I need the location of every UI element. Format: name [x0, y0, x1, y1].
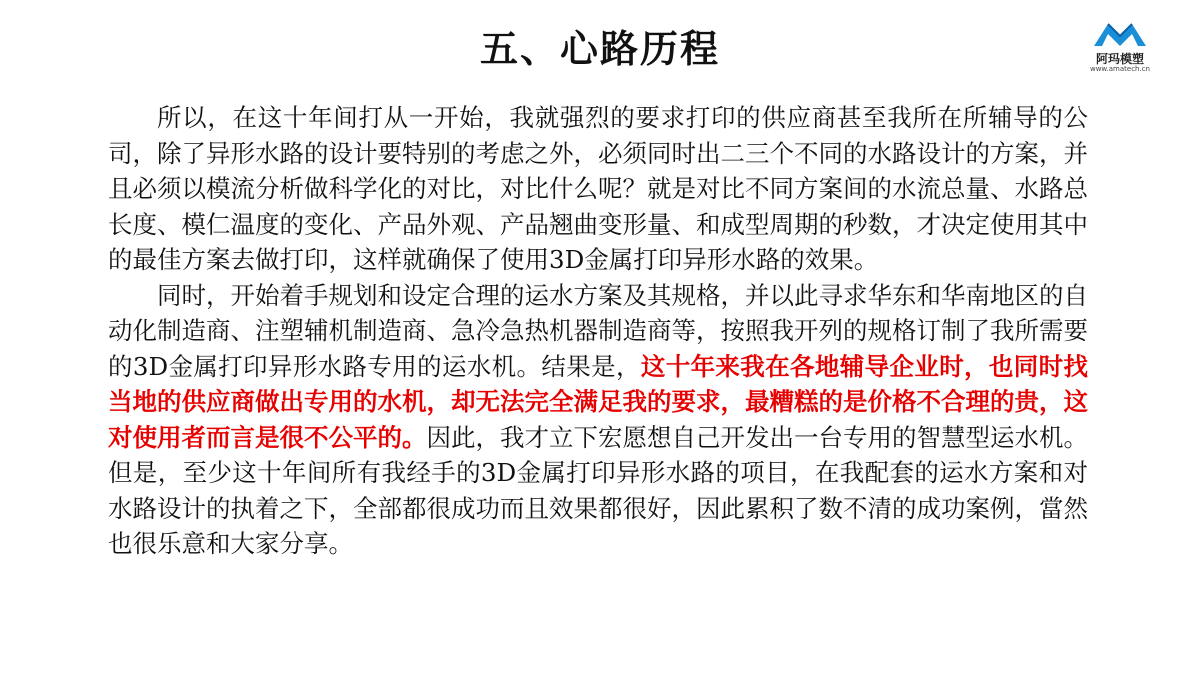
paragraph-1-text: 所以，在这十年间打从一开始，我就强烈的要求打印的供应商甚至我所在所辅导的公司，除了异形水路的设计要特别的考虑之外，必须同时出二三个不同的水路设计的方案，并且必须以模流分析做科学化的对比，对比什么呢？就是对比不同方案间的水流总量、水路总长度、模仁温度的变化、产品外观、产品翘曲变形量、和成型周期的秒数，才决定使用其中的最佳方案去做打印，这样就确保了使用3D金属打印异形水路的效果。	[108, 103, 1088, 274]
company-logo	[1088, 18, 1152, 74]
logo-name: 阿玛模塑	[1095, 52, 1144, 66]
paragraph-1	[108, 100, 1088, 278]
logo-url: www.amatech.cn	[1089, 65, 1150, 73]
paragraph-2-text-end: 因此，我才立下宏愿想自己开发出一台专用的智慧型运水机。但是，至少这十年间所有我经手的3D金属打印异形水路的项目，在我配套的运水方案和对水路设计的执着之下，全部都很成功而且效果都很好，因此累积了数不清的成功案例，當然也很乐意和大家分享。	[108, 422, 1088, 558]
paragraph-2-highlight: 这十年来我在各地辅导企业时，也同时找当地的供应商做出专用的水机，却无法完全满足我的要求，最糟糕的是价格不合理的贵，这对使用者而言是很不公平的。	[108, 351, 1089, 452]
paragraph-2	[108, 278, 1088, 562]
paragraph-2-text-start: 同时，开始着手规划和设定合理的运水方案及其规格，并以此寻求华东和华南地区的自动化制造商、注塑辅机制造商、急冷急热机器制造商等，按照我开列的规格订制了我所需要的3D金属打印异形水路专用的运水机。结果是，	[108, 280, 1088, 381]
logo-mark-icon	[1088, 18, 1152, 50]
slide-title: 五、心路历程	[479, 26, 720, 71]
body-text	[108, 100, 1088, 562]
